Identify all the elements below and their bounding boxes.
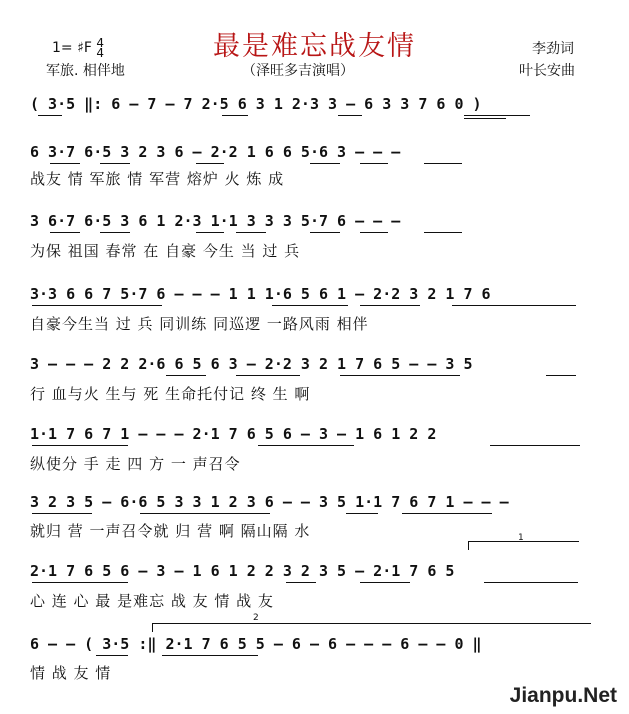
volta-bracket-2 [152, 623, 591, 632]
beam-line [50, 163, 80, 164]
notation-row-2: 6 3·7 6·5 3 2 3 6 – 2·2 1 6 6 5·6 3 – – – [30, 143, 401, 161]
composer: 叶长安曲 [519, 63, 575, 79]
beam-line [100, 232, 130, 233]
beam-line [162, 655, 258, 656]
beam-line [360, 582, 410, 583]
beam-line [402, 513, 492, 514]
lyrics-row-6: 纵使分 手 走 四 方 一 声召令 [30, 455, 241, 473]
key-signature [52, 38, 104, 58]
beam-line [360, 232, 388, 233]
lyricist: 李劲词 [532, 41, 574, 57]
beam-line [258, 445, 354, 446]
beam-line [32, 513, 92, 514]
beam-line [452, 305, 576, 306]
beam-line [424, 163, 462, 164]
beam-line [100, 163, 130, 164]
beam-line [236, 375, 300, 376]
lyrics-row-7: 就归 营 一声召令就 归 营 啊 隔山隔 水 [30, 522, 311, 540]
lyrics-row-8: 心 连 心 最 是难忘 战 友 情 战 友 [30, 592, 274, 610]
beam-line [360, 163, 388, 164]
beam-line [222, 115, 248, 116]
time-top: 4 [96, 36, 105, 50]
beam-line [32, 305, 162, 306]
beam-line [464, 118, 506, 119]
lyrics-row-2: 战友 情 军旅 情 军营 熔炉 火 炼 成 [30, 170, 285, 188]
beam-line [32, 582, 128, 583]
volta-number-2: 2 [253, 613, 259, 623]
time-bottom: 4 [96, 46, 105, 60]
notation-row-9: 6 – – ( 3·5 :‖ 2·1 7 6 5 5 – 6 – 6 – – – 6 – – 0 ‖ [30, 635, 482, 653]
beam-line [546, 375, 576, 376]
song-title: 最是难忘战友情 [213, 31, 416, 62]
beam-line [50, 232, 80, 233]
beam-line [96, 655, 128, 656]
key-text: 1= ♯F [52, 40, 92, 56]
beam-line [346, 513, 378, 514]
site-watermark: Jianpu.Net [509, 684, 617, 707]
beam-line [272, 305, 348, 306]
beam-line [424, 232, 462, 233]
beam-line [338, 115, 362, 116]
beam-line [310, 232, 340, 233]
notation-row-4: 3·3 6 6 7 5·7 6 – – – 1 1 1·6 5 6 1 – 2·2 3 2 1 7 6 [30, 285, 491, 303]
performer: （泽旺多吉演唱） [242, 63, 354, 79]
beam-line [196, 163, 224, 164]
beam-line [310, 163, 340, 164]
time-signature [96, 38, 104, 58]
beam-line [490, 445, 580, 446]
lyrics-row-3: 为保 祖国 春常 在 自豪 今生 当 过 兵 [30, 242, 301, 260]
beam-line [360, 305, 420, 306]
beam-line [196, 232, 224, 233]
notation-row-8: 2·1 7 6 5 6 – 3 – 1 6 1 2 2 3 2 3 5 – 2·1 7 6 5 [30, 562, 455, 580]
notation-row-6: 1·1 7 6 7 1 – – – 2·1 7 6 5 6 – 3 – 1 6 1 2 2 [30, 425, 437, 443]
lyrics-row-5: 行 血与火 生与 死 生命托付记 终 生 啊 [30, 385, 311, 403]
notation-row-5: 3 – – – 2 2 2·6 6 5 6 3 – 2·2 3 2 1 7 6 5 – – 3 5 [30, 355, 473, 373]
notation-row-1: ( 3·5 ‖: 6 – 7 – 7 2·5 6 3 1 2·3 3 – 6 3 3 7 6 0 ) [30, 95, 482, 113]
beam-line [484, 582, 578, 583]
genre-label: 军旅. 相伴地 [46, 63, 125, 79]
lyrics-row-4: 自豪今生当 过 兵 同训练 同巡逻 一路风雨 相伴 [30, 315, 369, 333]
beam-line [38, 115, 62, 116]
volta-number-1: 1 [518, 533, 524, 543]
beam-line [236, 232, 266, 233]
beam-line [140, 513, 270, 514]
notation-row-7: 3 2 3 5 – 6·6 5 3 3 1 2 3 6 – – 3 5 1·1 7 6 7 1 – – – [30, 493, 509, 511]
beam-line [286, 582, 316, 583]
lyrics-row-9: 情 战 友 情 [30, 664, 112, 682]
notation-row-3: 3 6·7 6·5 3 6 1 2·3 1·1 3 3 3 5·7 6 – – – [30, 212, 401, 230]
beam-line [166, 375, 206, 376]
beam-line [340, 375, 460, 376]
beam-line [32, 445, 128, 446]
beam-line [464, 115, 530, 116]
